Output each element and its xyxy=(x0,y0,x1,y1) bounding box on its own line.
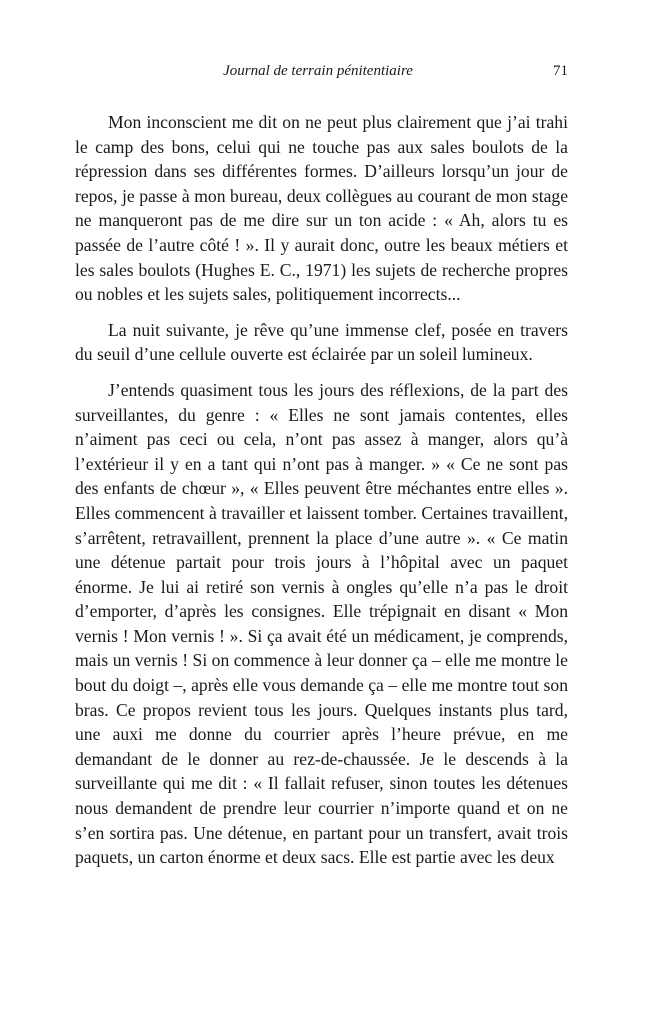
paragraph-3: J’entends quasiment tous les jours des réflexions, de la part des surveillantes, du genre : « Elles ne sont jamais contentes, elles n’aiment pas ceci ou cela, n’ont pas assez à manger, alors qu’à l’extérieur il y en a tant qui n’ont pas à manger. » « Ce ne sont pas des enfants de chœur », « Elles peuvent être méchantes entre elles ». Elles commencent à travailler et laissent tomber. Certaines travaillent, s’arrêtent, retravaillent, prennent la place d’une autre ». « Ce matin une détenue partait pour trois jours à l’hôpital avec un paquet énorme. Je lui ai retiré son vernis à ongles qu’elle n’a pas le droit d’emporter, d’après les consignes. Elle trépignait en disant « Mon vernis ! Mon vernis ! ». Si ça avait été un médicament, je comprends, mais un vernis ! Si on commence à leur donner ça – elle me montre le bout du doigt –, après elle vous demande ça – elle me montre tout son bras. Ce propos revient tous les jours. Quelques instants plus tard, une auxi me donne du courrier après l’heure prévue, en me demandant de le donner au rez-de-chaussée. Je le descends à la surveillante qui me dit : « Il fallait refuser, sinon toutes les détenues nous demandent de prendre leur courrier n’importe quand et on ne s’en sortira pas. Une détenue, en partant pour un transfert, avait trois paquets, un carton énorme et deux sacs. Elle est partie avec les deux xyxy=(75,379,568,868)
paragraph-2: La nuit suivante, je rêve qu’une immense clef, posée en travers du seuil d’une cellule ouverte est éclairée par un soleil lumineux. xyxy=(75,319,568,365)
running-header xyxy=(108,60,568,84)
body-text xyxy=(75,110,568,881)
paragraph-1: Mon inconscient me dit on ne peut plus clairement que j’ai trahi le camp des bons, celui qui ne touche pas aux sales boulots de la répression dans ses différentes formes. D’ailleurs lorsqu’un jour de repos, je passe à mon bureau, deux collègues au courant de mon stage ne manqueront pas de me dire sur un ton acide : « Ah, alors tu es passée de l’autre côté ! ». Il y aurait donc, outre les beaux métiers et les sales boulots (Hughes E. C., 1971) les sujets de recherche propres ou nobles et les sujets sales, politiquement incorrects... xyxy=(75,112,568,305)
running-title: Journal de terrain pénitentiaire xyxy=(223,63,413,79)
page-number: 71 xyxy=(553,63,568,79)
